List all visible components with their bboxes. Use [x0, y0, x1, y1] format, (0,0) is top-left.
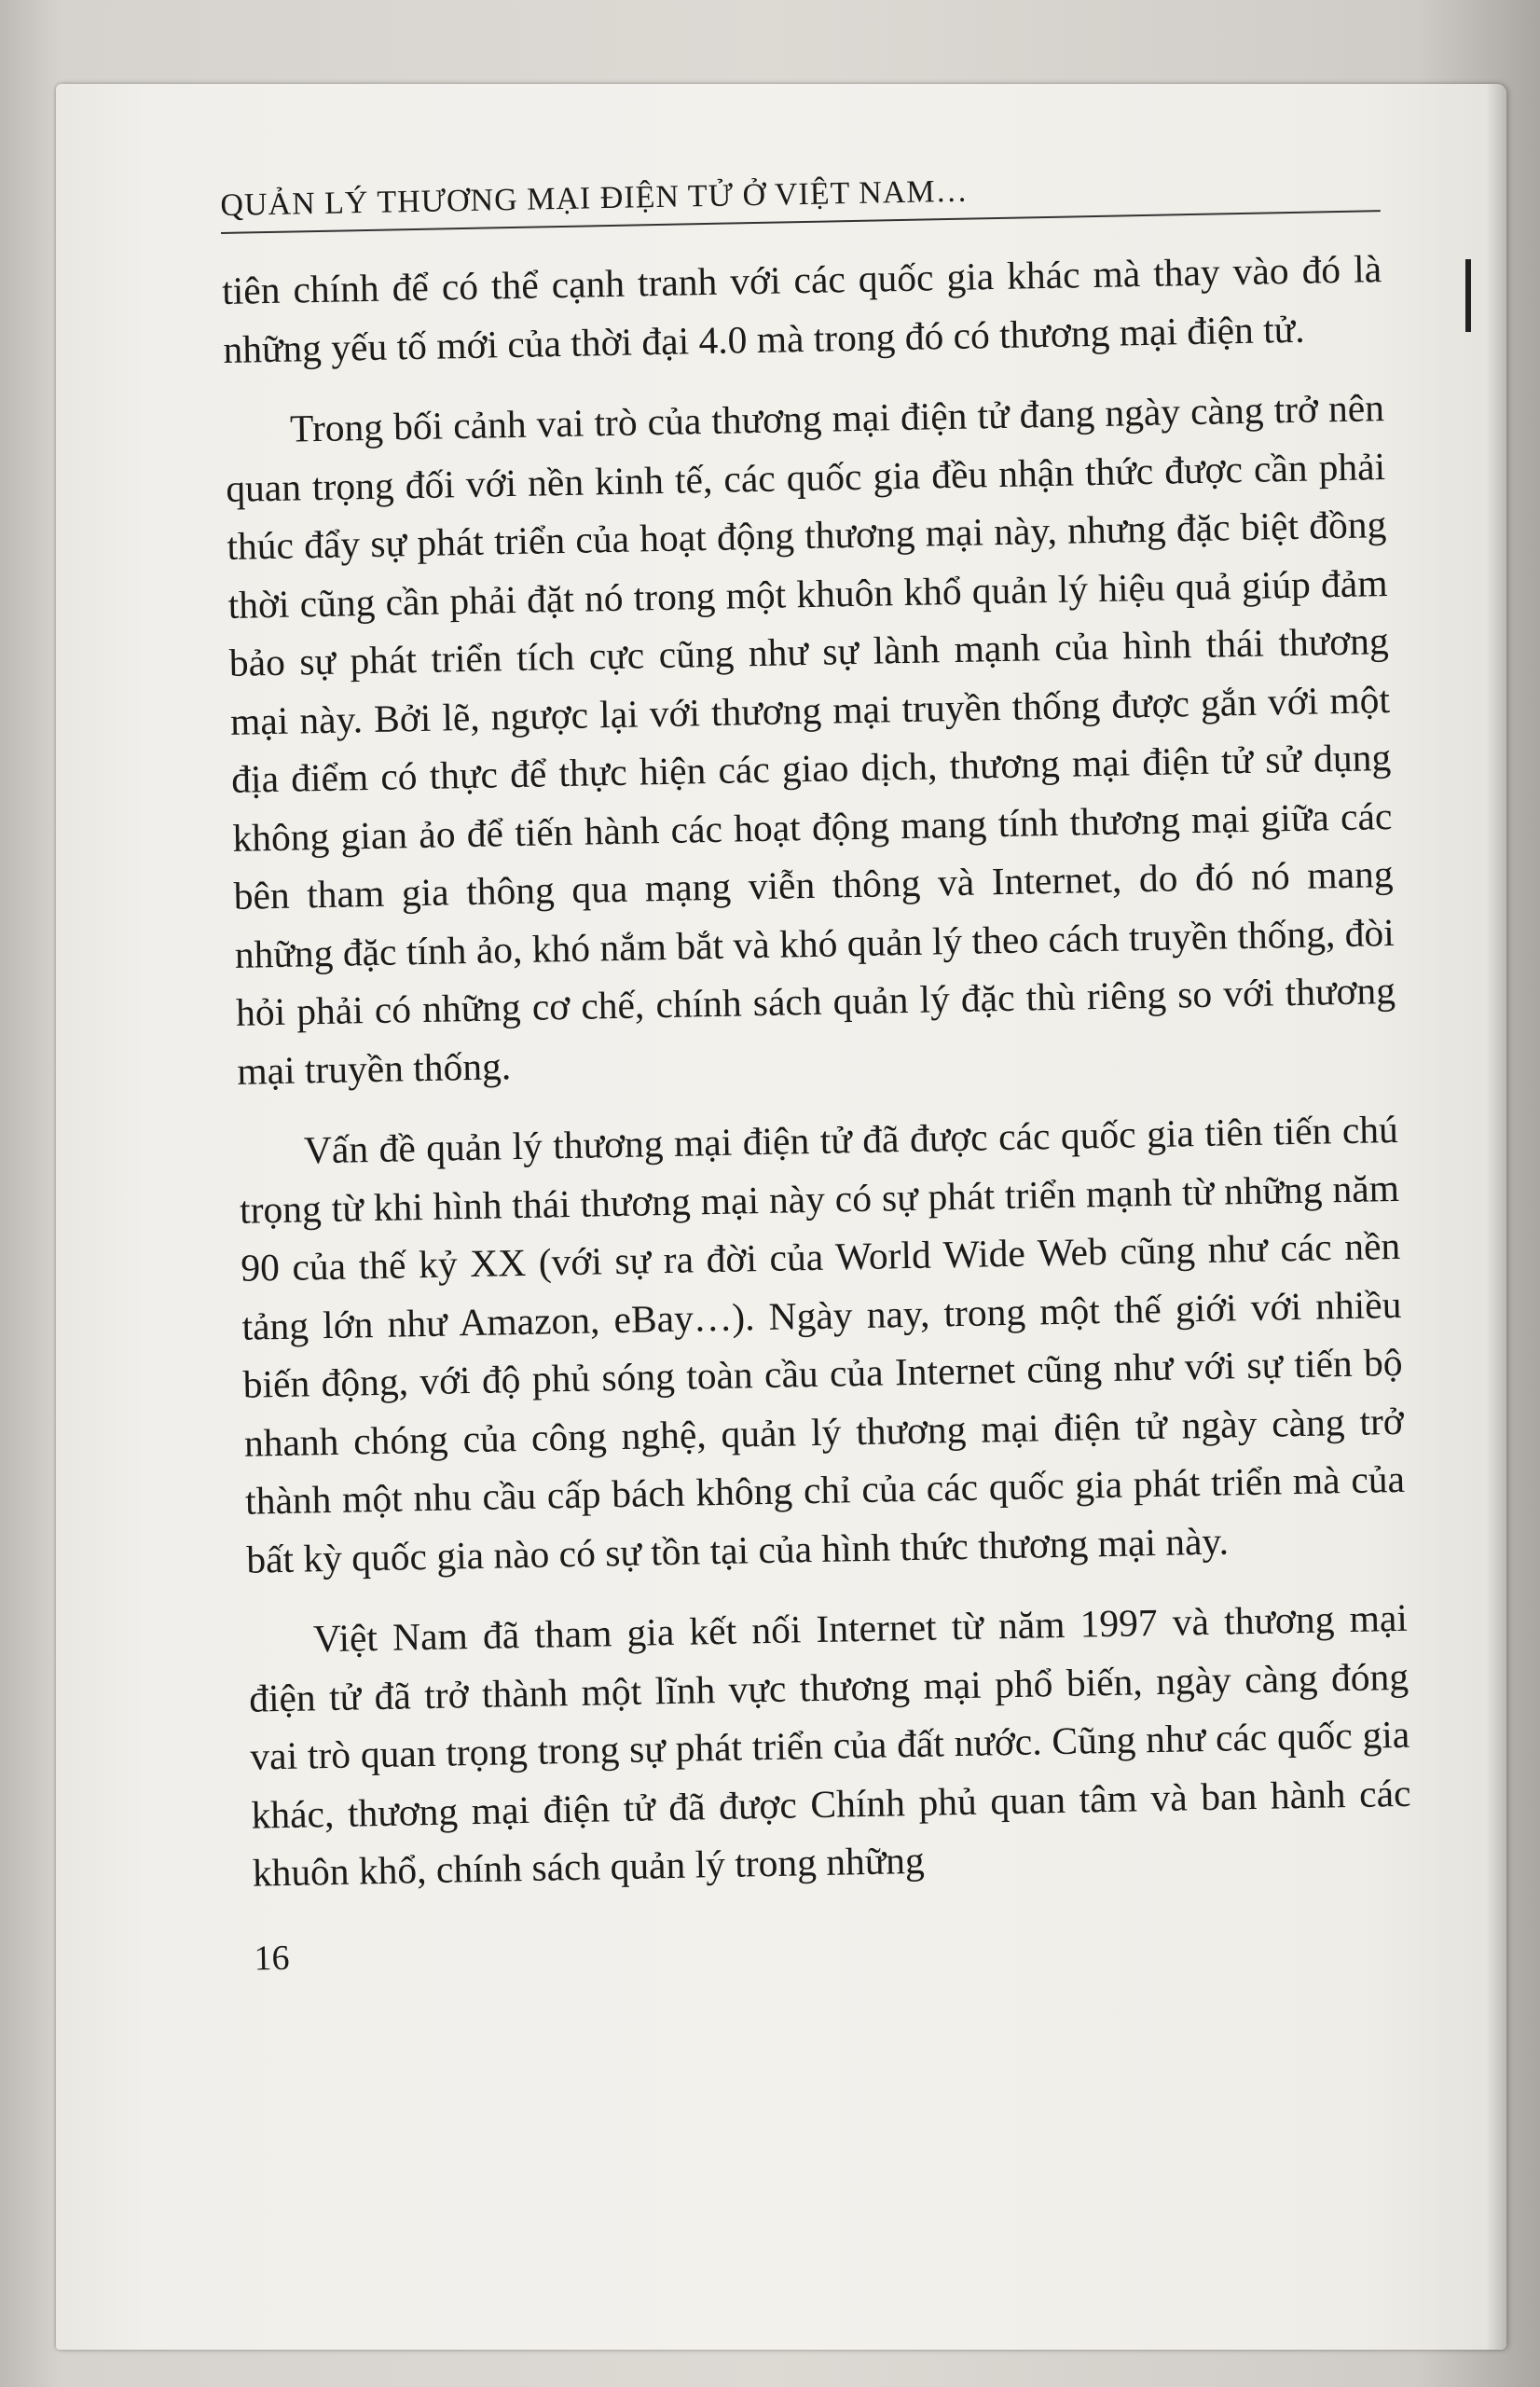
page-content: [220, 160, 1414, 1979]
paragraph-continuation: tiên chính để có thể cạnh tranh với các quốc gia khác mà thay vào đó là những yếu tố mới của thời đại 4.0 mà trong đó có thương mại điện tử.: [221, 247, 1382, 371]
page-curl-shadow: [1486, 84, 1506, 2350]
paragraph: Vấn đề quản lý thương mại điện tử đã được các quốc gia tiên tiến chú trọng từ khi hình thái thương mại này có sự phát triển mạnh từ những năm 90 của thế kỷ XX (với sự ra đời của World Wide Web cũng như các nền tảng lớn như Amazon, eBay…). Ngày nay, trong một thế giới với nhiều biến động, với độ phủ sóng toàn cầu của Internet cũng như với sự tiến bộ nhanh chóng của công nghệ, quản lý thương mại điện tử ngày càng trở thành một nhu cầu cấp bách không chỉ của các quốc gia phát triển mà của bất kỳ quốc gia nào có sự tồn tại của hình thức thương mại này.: [239, 1107, 1406, 1581]
paragraph: Việt Nam đã tham gia kết nối Internet từ năm 1997 và thương mại điện tử đã trở thành một lĩnh vực thương mại phổ biến, ngày càng đóng vai trò quan trọng trong sự phát triển của đất nước. Cũng như các quốc gia khác, thương mại điện tử đã được Chính phủ quan tâm và ban hành các khuôn khổ, chính sách quản lý trong những: [248, 1595, 1411, 1895]
bookmark-ribbon: [1465, 259, 1471, 332]
running-header-title: QUẢN LÝ THƯƠNG MẠI ĐIỆN TỬ Ở VIỆT NAM…: [220, 173, 969, 223]
page-number: 16: [254, 1938, 290, 1979]
paragraph: Trong bối cảnh vai trò của thương mại điện tử đang ngày càng trở nên quan trọng đối với nền kinh tế, các quốc gia đều nhận thức được cần phải thúc đẩy sự phát triển của hoạt động thương mại này, nhưng đặc biệt đồng thời cũng cần phải đặt nó trong một khuôn khổ quản lý hiệu quả giúp đảm bảo sự phát triển tích cực cũng như sự lành mạnh của hình thái thương mại này. Bởi lẽ, ngược lại với thương mại truyền thống được gắn với một địa điểm có thực để thực hiện các giao dịch, thương mại điện tử sử dụng không gian ảo để tiến hành các hoạt động mang tính thương mại giữa các bên tham gia thông qua mạng viễn thông và Internet, do đó nó mang những đặc tính ảo, khó nắm bắt và khó quản lý theo cách truyền thống, đòi hỏi phải có những cơ chế, chính sách quản lý đặc thù riêng so với thương mại truyền thống.: [225, 386, 1396, 1093]
